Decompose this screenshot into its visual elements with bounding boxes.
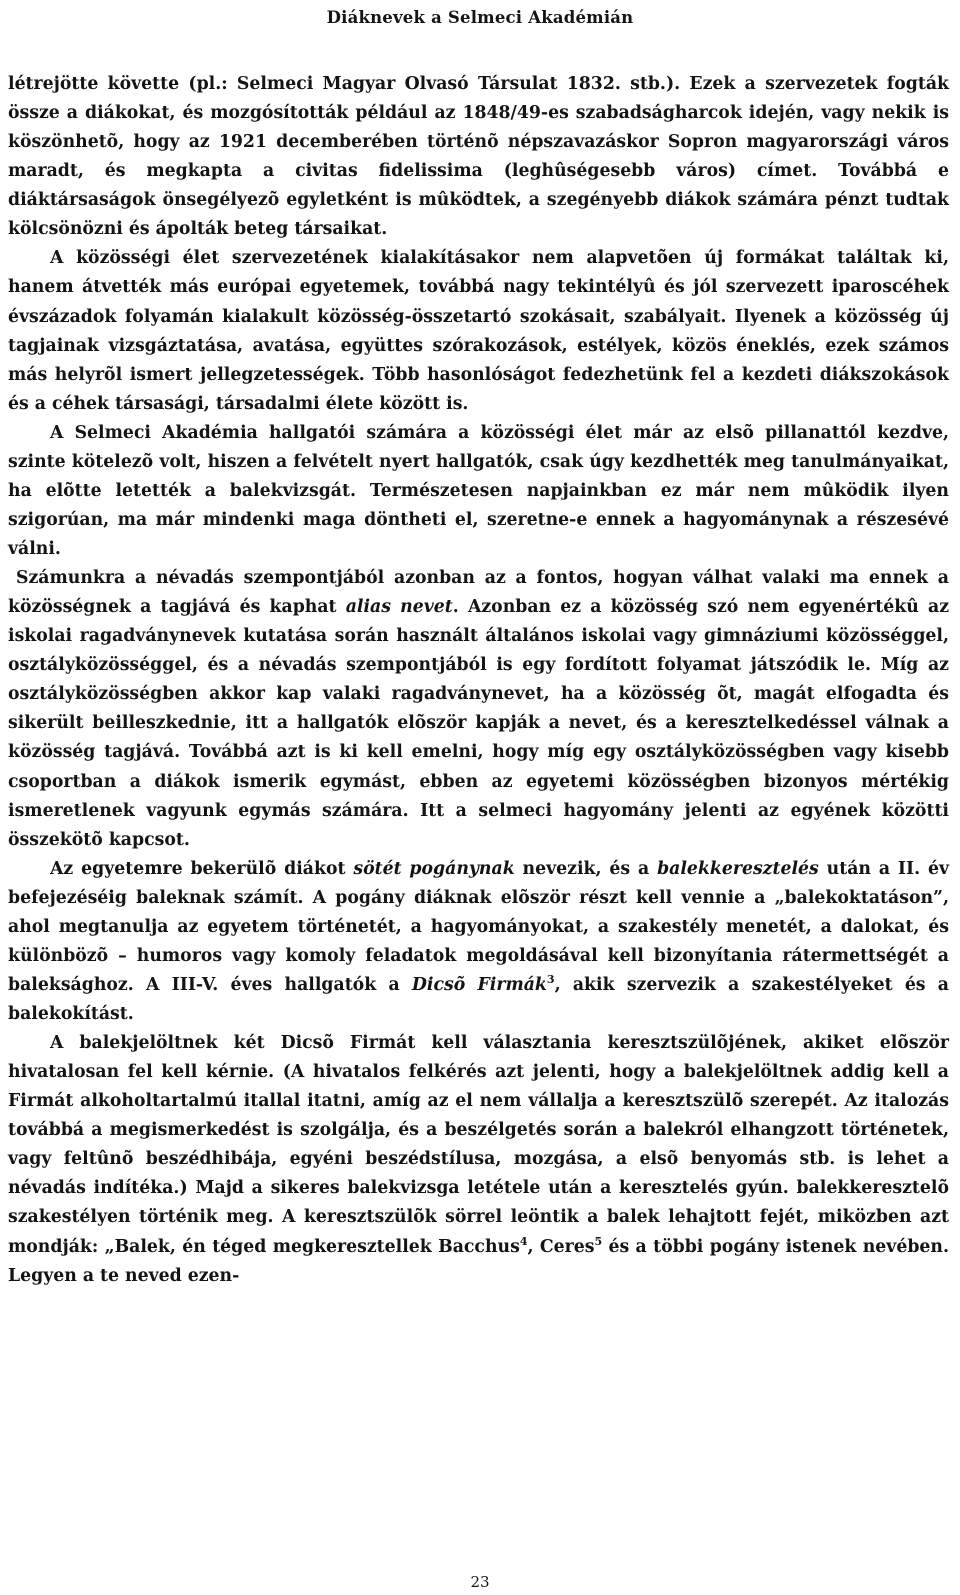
paragraph-2: [8, 244, 949, 418]
paragraph-5: [8, 855, 949, 1029]
paragraph-4-text-b: . Azonban ez a közösség szó nem egyenértékû az iskolai ragadványnevek kutatása során használt általános iskolai vagy gimnáziumi közösséggel, osztályközösséggel, és a névadás szempontjából is egy fordított folyamat játszódik le. Míg az osztályközösségben akkor kap valaki ragadványnevet, ha a közösség õt, magát elfogadta és sikerült beilleszkednie, itt a hallgatók elõször kapják a nevet, és a keresztelkedéssel válnak a közösség tagjává. Továbbá azt is ki kell emelni, hogy míg egy osztályközösségben vagy kisebb csoportban a diákok ismerik egymást, ebben az egyetemi közösségben bizonyos mértékig ismeretlenek vagyunk egymás számára. Itt a selmeci hagyomány jelenti az egyének közötti összekötõ kapcsot.: [8, 597, 950, 850]
paragraph-5-text-c: után a II. év befejezéséig baleknak számít. A pogány diáknak elõször részt kell vennie a „balekoktatáson”, ahol megtanulja az egyetem történetét, a hagyományokat, a szakestély menetét, a dalokat, és különbözõ – humoros vagy komoly feladatok megoldásával kell bizonyítania rátermettségét a baleksághoz. A III-V. éves hallgatók a: [8, 858, 949, 995]
paragraph-4-text-a: Számunkra a névadás szempontjából azonban az a fontos, hogyan válhat valaki ma ennek a közösségnek a tagjává és kaphat: [8, 568, 949, 618]
term-balekkereszteles: balekkeresztelés: [657, 858, 819, 879]
paragraph-3: [8, 419, 949, 564]
paragraph-6-text-a: A balekjelöltnek két Dicsõ Firmát kell választania keresztszülõjének, akiket elõször hivatalosan fel kell kérnie. (A hivatalos felkérés azt jelenti, hogy a balekjelöltnek addig kell a Firmát alkoholtartalmú itallal itatni, amíg az el nem vállalja a keresztszülõ szerepét. Az italozás továbbá a megismerkedést is szolgálja, és a beszélgetés során a balekról elhangzott történetek, vagy feltûnõ beszédhibája, egyéni beszédstílusa, mozgása, a elsõ benyomás stb. is lehet a névadás indítéka.) Majd a sikeres balekvizsga letétele után a keresztelés gyún. balekkeresztelõ szakestélyen történik meg. A keresztszülõk sörrel leöntik a balek lehajtott fejét, miközben azt mondják: „Balek, én téged megkeresztellek Bacchus: [8, 1033, 949, 1257]
body-text: [8, 70, 949, 1291]
paragraph-1-text: létrejötte követte (pl.: Selmeci Magyar Olvasó Társulat 1832. stb.). Ezek a szervezetek fogták össze a diákokat, és mozgósították például az 1848/49-es szabadságharcok idején, vagy nekik is köszönhetõ, hogy az 1921 decemberében történõ népszavazáskor Sopron magyarországi város maradt, és megkapta a civitas fidelissima (leghûségesebb város) címet. Továbbá e diáktársaságok önsegélyezõ egyletként is mûködtek, a szegényebb diákok számára pénzt tudtak kölcsönözni és ápolták beteg társaikat.: [8, 74, 949, 240]
paragraph-6-text-c: és a többi pogány istenek nevében. Legyen a te neved ezen-: [8, 1236, 949, 1286]
term-sotet-pogany: sötét pogánynak: [353, 858, 515, 879]
paragraph-1: [8, 70, 949, 244]
paragraph-4: [8, 564, 949, 855]
paragraph-3-text: A Selmeci Akadémia hallgatói számára a közösségi élet már az elsõ pillanattól kezdve, szinte kötelezõ volt, hiszen a felvételt nyert hallgatók, csak úgy kezdhették meg tanulmányaikat, ha elõtte letették a balekvizsgát. Természetesen napjainkban ez már nem mûködik ilyen szigorúan, ma már mindenki maga döntheti el, szeretne-e ennek a hagyománynak a részesévé válni.: [8, 422, 949, 559]
footnote-ref-4[interactable]: 4: [519, 1234, 528, 1248]
paragraph-5-text-a: Az egyetemre bekerülõ diákot: [50, 858, 354, 879]
term-alias-nevet: alias nevet: [345, 597, 453, 618]
running-header: Diáknevek a Selmeci Akadémián: [326, 8, 634, 27]
footnote-ref-5[interactable]: 5: [594, 1234, 603, 1248]
paragraph-6-text-b: , Ceres: [527, 1236, 595, 1257]
term-dicso-firmak: Dicsõ Firmák: [411, 974, 547, 995]
paragraph-2-text: A közösségi élet szervezetének kialakításakor nem alapvetõen új formákat találtak ki, hanem átvették más európai egyetemek, továbbá nagy tekintélyû és jól szervezett iparoscéhek évszázadok folyamán kialakult közösség-összetartó szokásait, szabályait. Ilyenek a közösség új tagjainak vizsgáztatása, avatása, együttes szórakozások, estélyek, közös éneklés, ezek számos más helyrõl ismert jellegzetességek. Több hasonlóságot fedezhetünk fel a kezdeti diákszokások és a céhek társasági, társadalmi élete között is.: [8, 248, 949, 414]
paragraph-5-text-b: nevezik, és a: [514, 858, 658, 879]
footnote-ref-3[interactable]: 3: [546, 973, 555, 987]
paragraph-5-text-d: , akik szervezik a szakestélyeket és a balekokítást.: [8, 974, 949, 1024]
page-number: 23: [470, 1573, 490, 1591]
paragraph-6: [8, 1029, 949, 1291]
